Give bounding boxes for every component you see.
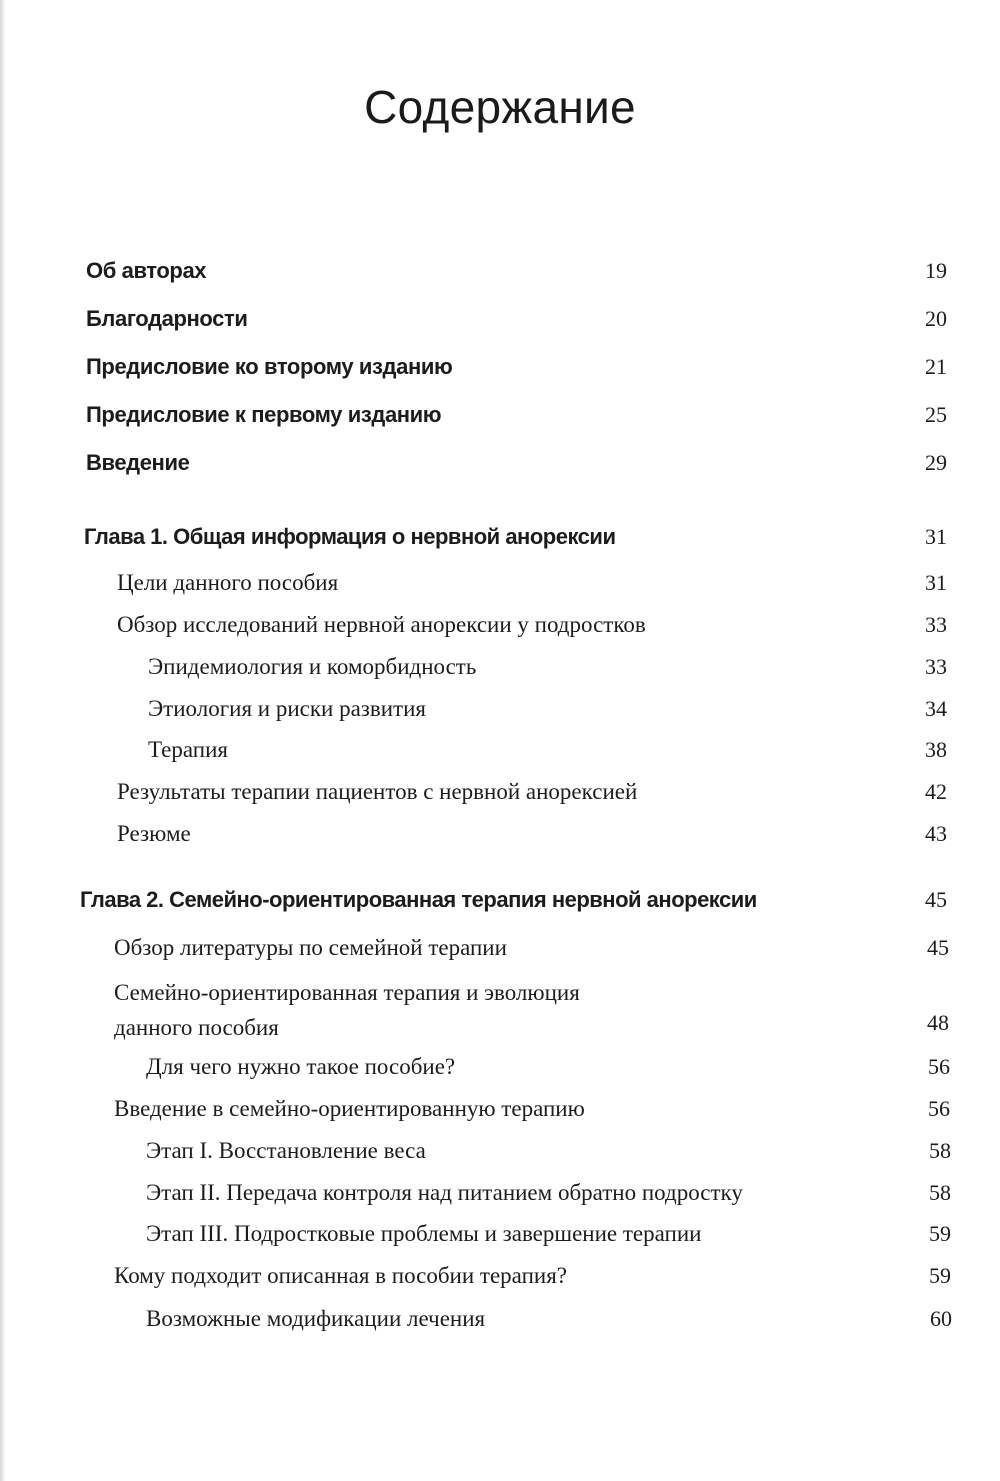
toc-entry-page: 33 <box>925 612 947 637</box>
toc-entry-label-line2: данного пособия <box>114 1015 279 1040</box>
toc-entry-label: Введение <box>86 450 190 475</box>
page-title: Содержание <box>364 81 636 133</box>
toc-entry-label: Этиология и риски развития <box>148 696 426 721</box>
toc-entry-page: 19 <box>925 258 947 283</box>
toc-chapter-label: Глава 1. Общая информация о нервной анорексии <box>84 524 616 549</box>
toc-entry-page: 56 <box>928 1054 950 1079</box>
toc-entry-label <box>114 975 580 1045</box>
toc-entry-label: Обзор исследований нервной анорексии у подростков <box>117 612 646 637</box>
toc-entry-page: 58 <box>929 1180 951 1205</box>
toc-entry-label: Обзор литературы по семейной терапии <box>114 935 507 960</box>
toc-entry-page: 58 <box>929 1138 951 1163</box>
toc-entry-page: 33 <box>925 654 947 679</box>
toc-entry-label-line1: Семейно-ориентированная терапия и эволюция <box>114 980 580 1005</box>
toc-entry-label: Предисловие ко второму изданию <box>86 354 453 379</box>
toc-entry-page: 60 <box>930 1306 952 1331</box>
toc-entry-page: 59 <box>929 1263 951 1288</box>
toc-chapter-page: 31 <box>925 524 947 549</box>
page-edge-shadow <box>0 0 6 1481</box>
toc-entry-label: Этап I. Восстановление веса <box>146 1138 426 1163</box>
toc-entry-page: 45 <box>927 935 949 960</box>
toc-entry-label: Этап III. Подростковые проблемы и завершение терапии <box>146 1221 702 1246</box>
toc-entry-label: Цели данного пособия <box>117 570 339 595</box>
toc-entry-label: Терапия <box>148 737 228 762</box>
toc-entry-page: 42 <box>925 779 947 804</box>
toc-entry-label: Результаты терапии пациентов с нервной анорексией <box>117 779 638 804</box>
toc-entry-page: 20 <box>925 306 947 331</box>
toc-entry-page: 29 <box>925 450 947 475</box>
toc-entry-page: 43 <box>925 821 947 846</box>
toc-entry-page: 56 <box>928 1096 950 1121</box>
toc-entry-page: 34 <box>925 696 947 721</box>
toc-entry-label: Эпидемиология и коморбидность <box>148 654 477 679</box>
toc-entry-label: Для чего нужно такое пособие? <box>146 1054 456 1079</box>
toc-entry-label: Резюме <box>117 821 191 846</box>
toc-entry-label: Этап II. Передача контроля над питанием обратно подростку <box>146 1180 743 1205</box>
toc-entry-label: Кому подходит описанная в пособии терапия? <box>114 1263 567 1288</box>
toc-entry-page: 59 <box>929 1221 951 1246</box>
toc-entry-page: 21 <box>925 354 947 379</box>
toc-entry-label: Введение в семейно-ориентированную терапию <box>114 1096 585 1121</box>
toc-entry-page: 48 <box>927 1010 949 1035</box>
toc-entry-label: Благодарности <box>86 306 248 331</box>
toc-entry-page: 31 <box>925 570 947 595</box>
toc-entry-page: 38 <box>925 737 947 762</box>
toc-chapter-label: Глава 2. Семейно-ориентированная терапия нервной анорексии <box>80 887 757 912</box>
toc-entry-label: Об авторах <box>86 258 207 283</box>
toc-chapter-page: 45 <box>925 887 947 912</box>
toc-entry-label: Возможные модификации лечения <box>146 1306 486 1331</box>
toc-entry-label: Предисловие к первому изданию <box>86 402 442 427</box>
toc-entry-page: 25 <box>925 402 947 427</box>
